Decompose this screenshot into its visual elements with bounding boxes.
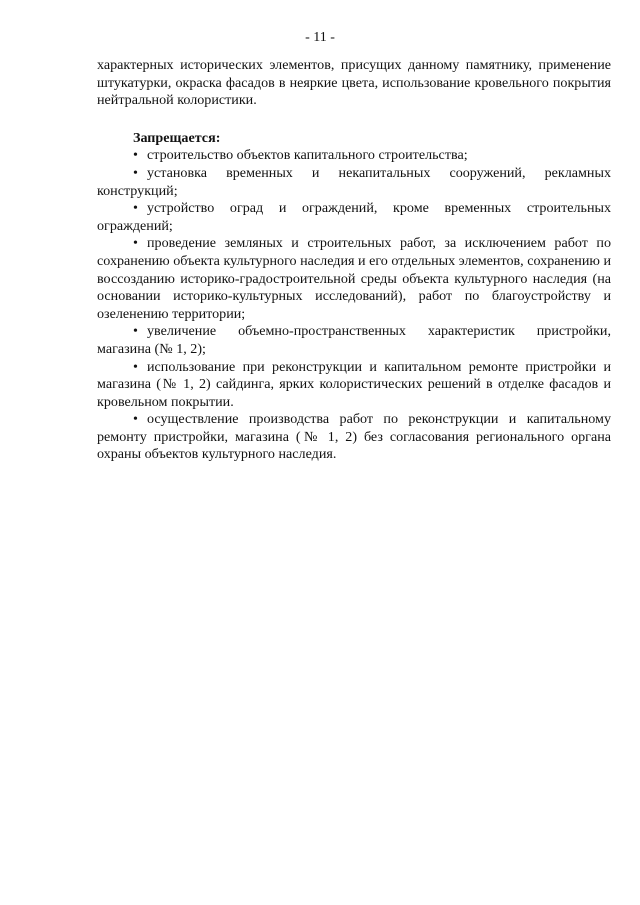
list-item [97,147,611,165]
list-item [97,165,611,200]
list-item [97,323,611,358]
bullet-icon: • [133,200,138,217]
list-item [97,411,611,464]
list-item-text: использование при реконструкции и капитальном ремонте пристройки и магазина (№ 1, 2) сайдинга, ярких колористических решений в отделке фасадов и кровельном покрытии. [97,358,611,410]
document-body [97,57,611,464]
bullet-icon: • [133,411,138,428]
page-number: - 11 - [305,30,335,45]
bullet-icon: • [133,358,138,375]
bullet-icon: • [133,147,138,164]
list-item [97,200,611,235]
list-item [97,359,611,412]
prohibited-heading: Запрещается: [133,129,221,146]
intro-paragraph: характерных исторических элементов, присущих данному памятнику, применение штукатурки, окраска фасадов в неяркие цвета, использование кровельного покрытия нейтральной колористики. [97,57,611,109]
list-item-text: увеличение объемно-пространственных характеристик пристройки, магазина (№ 1, 2); [97,323,611,357]
list-item-text: установка временных и некапитальных сооружений, рекламных конструкций; [97,164,611,199]
bullet-icon: • [133,164,138,181]
list-item-text: строительство объектов капитального строительства; [147,147,468,164]
list-item-text: устройство оград и ограждений, кроме временных строительных ограждений; [97,200,611,234]
bullet-icon: • [133,235,138,252]
list-item-text: осуществление производства работ по реконструкции и капитальному ремонту пристройки, магазина (№ 1, 2) без согласования регионального органа охраны объектов культурного наследия. [97,411,611,463]
list-item [97,235,611,323]
list-item-text: проведение земляных и строительных работ, за исключением работ по сохранению объекта культурного наследия и его отдельных элементов, сохранению и воссозданию историко-градостроительной среды объекта культурного наследия (на основании историко-культурных исследований), работ по благоустройству и озеленению территории; [97,235,611,322]
bullet-icon: • [133,323,138,340]
